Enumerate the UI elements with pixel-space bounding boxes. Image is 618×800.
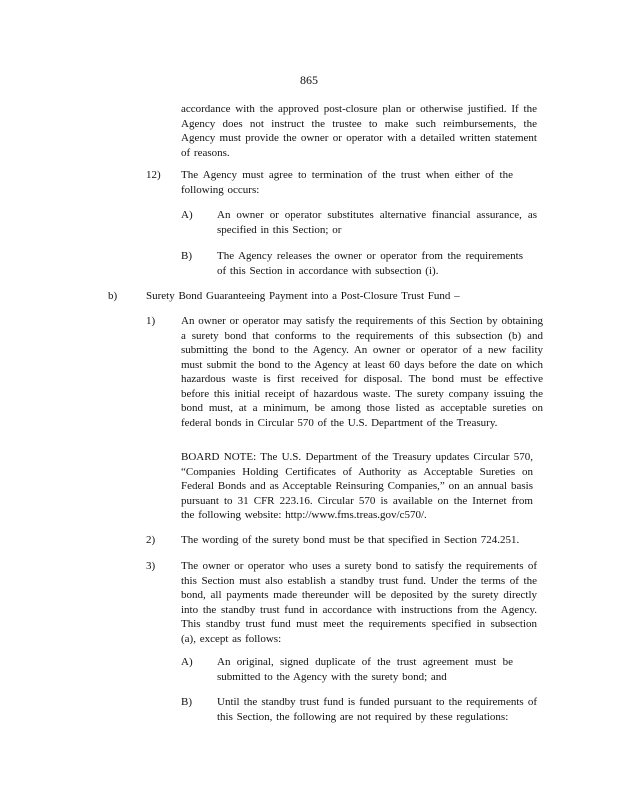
item-b3-text: The owner or operator who uses a surety bond to satisfy the requirements of this Section must also establish a standby trust fund. Under the terms of the bond, all payments made thereunder will be deposited by the surety directly into the standby trust fund in accordance with instructions from the Agency. This standby trust fund must meet the requirements specified in subsection (a), except as follows: — [181, 560, 537, 645]
item-12-text: The Agency must agree to termination of the trust when either of the following occurs: — [181, 169, 513, 196]
intro-paragraph: accordance with the approved post-closure plan or otherwise justified. If the Agency does not instruct the trustee to make such reimbursements, the Agency must provide the owner or operator with a detailed written statement of reasons. — [181, 103, 537, 159]
item-b3-b-text: Until the standby trust fund is funded pursuant to the requirements of this Section, the following are not required by these regulations: — [217, 696, 537, 723]
item-12-b-label: B) — [181, 250, 192, 262]
item-12-a-text: An owner or operator substitutes alternative financial assurance, as specified in this Section; or — [217, 209, 537, 236]
item-b3-b-label: B) — [181, 696, 192, 708]
item-b3-a-text: An original, signed duplicate of the trust agreement must be submitted to the Agency with the surety bond; and — [217, 656, 513, 683]
section-b-label: b) — [108, 290, 118, 302]
section-b-heading: Surety Bond Guaranteeing Payment into a Post-Closure Trust Fund – — [146, 290, 460, 302]
item-12-label: 12) — [146, 169, 161, 181]
item-12-a-label: A) — [181, 209, 193, 221]
item-b2-label: 2) — [146, 534, 156, 546]
page-number: 865 — [300, 73, 318, 87]
item-b3-label: 3) — [146, 560, 156, 572]
board-note: BOARD NOTE: The U.S. Department of the Treasury updates Circular 570, “Companies Holding Certificates of Authority as Acceptable Sureties on Federal Bonds and as Acceptable Reinsuring Companies,” on an annual basis pursuant to 31 CFR 223.16. Circular 570 is available on the Internet from the following website: http://www.fms.treas.gov/c570/. — [181, 451, 533, 521]
item-b1-label: 1) — [146, 315, 156, 327]
item-b3-a-label: A) — [181, 656, 193, 668]
item-b1-text: An owner or operator may satisfy the requirements of this Section by obtaining a surety bond that conforms to the requirements of this subsection (b) and submitting the bond to the Agency. An owner or operator of a new facility must submit the bond to the Agency at least 60 days before the date on which hazardous waste is first received for disposal. The bond must be effective before this initial receipt of hazardous waste. The surety company issuing the bond must, at a minimum, be among those listed as acceptable sureties on federal bonds in Circular 570 of the U.S. Department of the Treasury. — [181, 315, 543, 429]
item-12-b-text: The Agency releases the owner or operator from the requirements of this Section in accordance with subsection (i). — [217, 250, 523, 277]
item-b2-text: The wording of the surety bond must be that specified in Section 724.251. — [181, 534, 520, 546]
